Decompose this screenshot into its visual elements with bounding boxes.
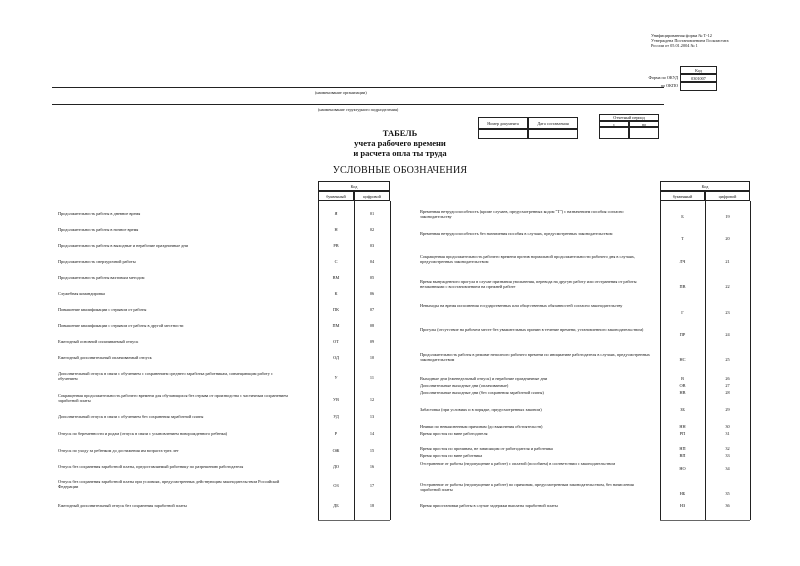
org-line[interactable]	[52, 87, 664, 88]
legend-desc: Временная нетрудоспособность без назначения пособия в случаях, предусмотренных законодательством	[420, 231, 613, 236]
legend-desc: Неявки по невыясненным причинам (до выяснения обстоятельств)	[420, 424, 543, 429]
legend-letter: НВ	[679, 390, 686, 395]
right-code-header: Код	[660, 181, 750, 191]
legend-letter: НС	[679, 357, 686, 362]
left-digit-header: цифровой	[354, 191, 390, 201]
codes-box	[605, 66, 750, 106]
period-from-label: с	[599, 121, 629, 127]
legend-letter: ОВ	[679, 383, 686, 388]
legend-desc: Время вынужденного прогула в случае признания увольнения, перевода на другую работу или отстранения от работы незаконными с восстановлением на прежней работе	[420, 279, 637, 290]
title-line3: и расчета опла ты труда	[353, 148, 447, 158]
legend-digit: 13	[369, 414, 375, 419]
legend-letter: НО	[679, 466, 686, 471]
legend-letter: РВ	[333, 243, 339, 248]
legend-letter: ПР	[679, 332, 686, 337]
doc-table	[478, 114, 673, 140]
legend-digit: 11	[369, 375, 375, 380]
legend-letter: Б	[681, 214, 684, 219]
legend-digit: 24	[725, 332, 730, 337]
legend-digit: 03	[369, 243, 375, 248]
legend-desc: Время простоя по вине работника	[420, 453, 483, 458]
legend-letter: ЛЧ	[679, 259, 686, 264]
legend-letter: ОЗ	[333, 483, 339, 488]
legend-desc: Отпуск без сохранения заработной платы при условиях, предусмотренных действующим законодательством Российской Федерации	[58, 479, 280, 490]
legend-digit: 01	[369, 211, 375, 216]
title-line2: учета рабочего времени	[354, 138, 446, 148]
legend-letter: ДБ	[333, 503, 339, 508]
codes-header: Код	[680, 66, 717, 74]
legend-digit: 15	[369, 448, 375, 453]
legend-digit: 29	[725, 407, 730, 412]
legend-digit: 18	[369, 503, 375, 508]
legend-digit: 17	[369, 483, 375, 488]
left-table-border	[318, 201, 319, 520]
period-from-value[interactable]	[599, 127, 629, 139]
legend-desc: Повышение квалификации с отрывом от работы в другой местности	[58, 323, 184, 328]
legend-letter: НП	[679, 446, 686, 451]
form-info-line2: Утверждена Постановлением Госкомстата	[651, 38, 729, 44]
legend-desc: Дополнительные выходные дни (оплачиваемые)	[420, 383, 509, 388]
doc-date-header: Дата составления	[528, 117, 578, 129]
legend-digit: 07	[369, 307, 375, 312]
legend-digit: 35	[725, 491, 730, 496]
legend-desc: Повышение квалификации с отрывом от работы	[58, 307, 147, 312]
legend-digit: 30	[725, 424, 730, 429]
legend-desc: Дополнительный отпуск в связи с обучением с сохранением среднего заработка работникам, совмещающим работу с обучением	[58, 371, 273, 382]
legend-desc: Время простоя по вине работодателя	[420, 431, 488, 436]
left-table-bottom	[318, 520, 390, 521]
legend-digit: 04	[369, 259, 375, 264]
legend-title: УСЛОВНЫЕ ОБОЗНАЧЕНИЯ	[332, 165, 468, 176]
legend-letter: С	[334, 259, 338, 264]
period-to-label: по	[629, 121, 659, 127]
legend-digit: 19	[725, 214, 730, 219]
legend-digit: 36	[725, 503, 730, 508]
right-legend-header	[660, 181, 750, 201]
legend-letter: РП	[679, 431, 686, 436]
legend-letter: НЗ	[679, 503, 686, 508]
legend-desc: Невыходы на время исполнения государственных или общественных обязанностей согласно законодательству	[420, 303, 623, 308]
legend-digit: 27	[725, 383, 730, 388]
okud-label: Форма по ОКУД	[648, 75, 678, 80]
legend-digit: 02	[369, 227, 375, 232]
legend-letter: ЗБ	[680, 407, 685, 412]
legend-letter: ДО	[332, 464, 340, 469]
legend-desc: Отстранение от работы (недопущение к работе) с оплатой (пособием) в соответствии с законодательством	[420, 461, 616, 466]
document-title	[300, 128, 500, 158]
form-info	[651, 33, 771, 49]
legend-desc: Сокращенная продолжительность рабочего времени для обучающихся без отрыва от производства с частичным сохранением заработной платы	[58, 393, 288, 404]
legend-letter: ПВ	[679, 284, 686, 289]
right-table-border	[750, 201, 751, 520]
legend-digit: 20	[725, 236, 730, 241]
legend-digit: 22	[725, 284, 730, 289]
legend-desc: Временная нетрудоспособность (кроме случаев, предусмотренных кодом "Т") с назначением пособия согласно законодательству	[420, 209, 624, 220]
legend-desc: Продолжительность работы в ночное время	[58, 227, 139, 232]
legend-digit: 05	[369, 275, 375, 280]
legend-digit: 28	[725, 390, 730, 395]
okpo-value[interactable]	[680, 82, 717, 91]
legend-letter: Т	[681, 236, 684, 241]
legend-desc: Ежегодный основной оплачиваемый отпуск	[58, 339, 139, 344]
legend-letter: У	[334, 375, 338, 380]
legend-digit: 06	[369, 291, 375, 296]
legend-letter: Р	[334, 431, 338, 436]
legend-digit: 25	[725, 357, 730, 362]
legend-letter: Н	[334, 227, 338, 232]
period-header: Отчетный период	[599, 114, 659, 121]
right-table-bottom	[660, 520, 750, 521]
legend-desc: Отпуск по беременности и родам (отпуск в связи с усыновлением новорожденного ребенка)	[58, 431, 228, 436]
legend-desc: Время простоя по причинам, не зависящим от работодателя и работника	[420, 446, 553, 451]
legend-digit: 12	[369, 397, 375, 402]
legend-desc: Сокращенная продолжительность рабочего времени против нормальной продолжительности рабочего дня в случаях, предусмотренных законодательством	[420, 254, 635, 265]
legend-digit: 33	[725, 453, 730, 458]
legend-digit: 10	[369, 355, 375, 360]
legend-desc: Время приостановки работы в случае задержки выплаты заработной платы	[420, 503, 558, 508]
legend-letter: К	[334, 291, 338, 296]
legend-digit: 14	[369, 431, 375, 436]
legend-letter: ПМ	[332, 323, 340, 328]
legend-desc: Ежегодный дополнительный отпуск без сохранения заработной платы	[58, 503, 187, 508]
legend-letter: НН	[679, 424, 686, 429]
legend-desc: Продолжительность работы в выходные и нерабочие праздничные дни	[58, 243, 188, 248]
legend-letter: УВ	[333, 397, 339, 402]
legend-letter: Я	[334, 211, 338, 216]
legend-letter: ВМ	[332, 275, 340, 280]
legend-digit: 08	[369, 323, 375, 328]
form-info-line3: России от 05.01.2004 № 1	[651, 43, 698, 49]
legend-digit: 32	[725, 446, 730, 451]
legend-digit: 21	[725, 259, 730, 264]
legend-letter: Г	[681, 310, 684, 315]
legend-desc: Прогулы (отсутствие на рабочем месте без уважительных причин в течение времени, установленного законодательством)	[420, 327, 644, 332]
legend-desc: Отпуск по уходу за ребенком до достижения им возраста трех лет	[58, 448, 179, 453]
legend-desc: Продолжительность сверхурочной работы	[58, 259, 136, 264]
legend-desc: Дополнительные выходные дни (без сохранения заработной платы)	[420, 390, 544, 395]
doc-number-header: Номер документа	[478, 117, 528, 129]
legend-desc: Продолжительность работы вахтовым методом	[58, 275, 145, 280]
legend-letter: УД	[333, 414, 339, 419]
left-legend-header	[318, 181, 390, 201]
legend-desc: Выходные дни (еженедельный отпуск) и нерабочие праздничные дни	[420, 376, 548, 381]
okud-value[interactable]: 0301007	[680, 74, 717, 82]
legend-letter: ОД	[333, 355, 339, 360]
legend-desc: Продолжительность работы в дневное время	[58, 211, 141, 216]
dept-caption: (наименование структурного подразделения)	[318, 107, 399, 112]
legend-letter: НБ	[679, 491, 686, 496]
dept-line[interactable]	[52, 104, 664, 105]
legend-desc: Отстранение от работы (недопущение к работе) по причинам, предусмотренным законодательством, без начисления заработной платы	[420, 482, 634, 493]
doc-date-value[interactable]	[528, 129, 578, 139]
left-code-header: Код	[318, 181, 390, 191]
legend-digit: 16	[369, 464, 375, 469]
form-info-line1: Унифицированная форма № Т-12	[651, 33, 712, 38]
org-caption: (наименование организации)	[315, 90, 367, 95]
legend-desc: Отпуск без сохранения заработной платы, предоставляемый работнику по разрешению работодателя	[58, 464, 244, 469]
title-line1: ТАБЕЛЬ	[382, 128, 418, 138]
legend-desc: Ежегодный дополнительный оплачиваемый отпуск	[58, 355, 152, 360]
legend-letter: В	[681, 376, 684, 381]
right-letter-header: буквенный	[660, 191, 705, 201]
okpo-label: по ОКПО	[660, 83, 678, 88]
legend-digit: 34	[725, 466, 730, 471]
legend-desc: Продолжительность работы в режиме неполного рабочего времени по инициативе работодателя в случаях, предусмотренных законодательством	[420, 352, 650, 363]
legend-digit: 31	[725, 431, 730, 436]
right-digit-header: цифровой	[705, 191, 750, 201]
left-letter-header: буквенный	[318, 191, 354, 201]
legend-desc: Служебная командировка	[58, 291, 105, 296]
legend-desc: Забастовка (при условиях и в порядке, предусмотренных законом)	[420, 407, 542, 412]
legend-digit: 26	[725, 376, 730, 381]
period-to-value[interactable]	[629, 127, 659, 139]
legend-digit: 09	[369, 339, 375, 344]
legend-letter: ОТ	[333, 339, 339, 344]
left-table-border	[390, 201, 391, 520]
legend-letter: ВП	[679, 453, 686, 458]
left-table-divider	[354, 201, 355, 520]
legend-letter: ПК	[333, 307, 339, 312]
legend-desc: Дополнительный отпуск в связи с обучением без сохранения заработной платы	[58, 414, 204, 419]
legend-letter: ОЖ	[332, 448, 340, 453]
legend-digit: 23	[725, 310, 730, 315]
